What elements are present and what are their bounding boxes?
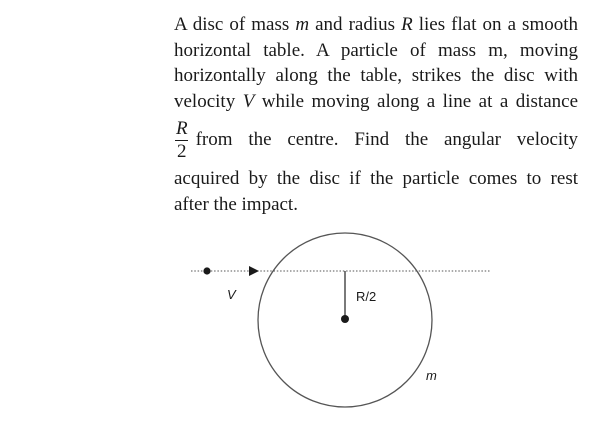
problem-line-4: velocity V while moving along a line at a distance bbox=[174, 90, 579, 112]
problem-line-2: horizontal table. A particle of mass m, moving bbox=[174, 39, 578, 61]
problem-line-3: horizontally along the table, strikes the disc with bbox=[174, 65, 578, 86]
problem-line-6: acquired by the disc if the particle comes to rest bbox=[174, 168, 578, 189]
word: angular bbox=[443, 129, 501, 151]
velocity-label: V bbox=[227, 287, 236, 302]
word: centre. bbox=[287, 129, 339, 151]
problem-line-7: after the impact. bbox=[174, 193, 298, 215]
problem-line-1: A disc of mass m and radius R lies flat on a smooth bbox=[174, 14, 579, 35]
mass-label: m bbox=[426, 368, 437, 383]
distance-label: R/2 bbox=[356, 289, 377, 304]
fraction-numerator: R bbox=[176, 117, 188, 139]
disc-center-dot bbox=[341, 315, 349, 323]
word: from bbox=[195, 129, 233, 151]
fraction-denominator: 2 bbox=[177, 140, 187, 162]
word: the bbox=[404, 129, 429, 151]
word: velocity bbox=[516, 129, 578, 151]
word: Find bbox=[354, 129, 390, 151]
word: the bbox=[248, 129, 272, 151]
velocity-arrowhead bbox=[249, 266, 259, 276]
particle-dot bbox=[203, 267, 210, 274]
